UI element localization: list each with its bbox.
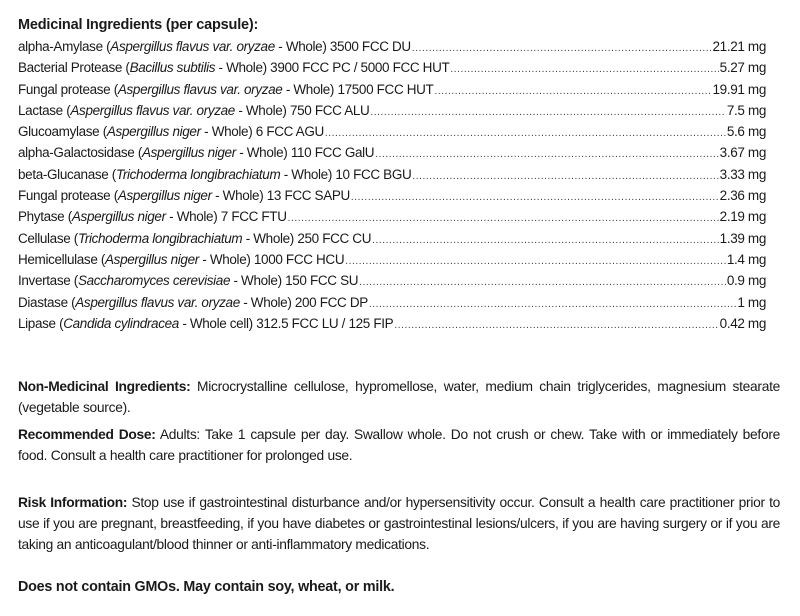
ingredient-name: Lactase (Aspergillus flavus var. oryzae - Whole) 750 FCC ALU <box>18 102 370 118</box>
ingredient-source-latin: Aspergillus flavus var. oryzae <box>110 39 275 54</box>
ingredient-source-latin: Aspergillus niger <box>117 188 212 204</box>
ingredient-source-latin: Aspergillus niger <box>71 209 166 225</box>
medicinal-ingredients-heading: Medicinal Ingredients (per capsule): <box>18 17 259 33</box>
ingredient-row <box>18 206 766 227</box>
ingredient-amount: 3.67 mg <box>719 145 766 161</box>
risk-information-text: Stop use if gastrointestinal disturbance and/or hypersensitivity occur. Consult a health care practitioner prior to use if you are pregnant, breastfeeding, if you have diabetes or gastrointestinal lesions/ulcers, if you are having surgery or if you are taking an anticoagulant/blood thinner or anti-inflammatory medications. <box>18 495 780 552</box>
ingredient-source-latin: Aspergillus niger <box>106 124 201 140</box>
ingredient-amount: 2.36 mg <box>719 188 766 204</box>
dot-leader <box>412 166 718 187</box>
ingredient-row <box>18 228 766 249</box>
dot-leader <box>359 272 726 293</box>
ingredient-amount: 3.33 mg <box>719 166 766 182</box>
ingredient-source-latin: Saccharomyces cerevisiae <box>77 273 231 289</box>
medicinal-ingredients-section <box>18 14 766 334</box>
ingredient-source-latin: Aspergillus flavus var. oryzae <box>117 81 283 97</box>
ingredient-source-latin: Bacillus subtilis <box>129 60 216 76</box>
ingredient-name: beta-Glucanase (Trichoderma longibrachiatum - Whole) 10 FCC BGU <box>18 166 412 182</box>
recommended-dose <box>18 424 780 466</box>
ingredient-list <box>18 36 766 334</box>
ingredient-row <box>18 57 766 78</box>
ingredient-amount: 1.39 mg <box>719 230 766 246</box>
ingredient-row <box>18 270 766 291</box>
ingredient-source-latin: Trichoderma longibrachiatum <box>77 230 243 246</box>
ingredient-name: alpha-Amylase (Aspergillus flavus var. oryzae - Whole) 3500 FCC DU <box>18 39 411 54</box>
ingredient-amount: 0.42 mg <box>719 315 766 331</box>
ingredient-name: Diastase (Aspergillus flavus var. oryzae - Whole) 200 FCC DP <box>18 294 368 310</box>
dot-leader <box>412 38 712 59</box>
non-medicinal-label: Non-Medicinal Ingredients: <box>18 379 191 394</box>
ingredient-amount: 2.19 mg <box>719 209 766 225</box>
ingredient-source-latin: Aspergillus flavus var. oryzae <box>70 102 235 118</box>
dot-leader <box>369 294 736 315</box>
ingredient-row <box>18 249 766 270</box>
ingredient-name: Fungal protease (Aspergillus flavus var. oryzae - Whole) 17500 FCC HUT <box>18 81 434 97</box>
ingredient-amount: 0.9 mg <box>726 273 766 289</box>
dot-leader <box>372 230 719 251</box>
ingredient-source-latin: Trichoderma longibrachiatum <box>115 166 281 182</box>
dot-leader <box>345 251 726 272</box>
ingredient-amount: 21.21 mg <box>712 39 766 54</box>
ingredient-name: alpha-Galactosidase (Aspergillus niger - Whole) 110 FCC GalU <box>18 145 375 161</box>
ingredient-row <box>18 121 766 142</box>
ingredient-source-latin: Aspergillus niger <box>141 145 236 161</box>
ingredient-amount: 1 mg <box>737 294 766 310</box>
dot-leader <box>450 59 718 80</box>
ingredient-row <box>18 142 766 163</box>
ingredient-amount: 5.6 mg <box>726 124 766 140</box>
dot-leader <box>370 102 725 123</box>
dot-leader <box>434 81 711 102</box>
dot-leader <box>394 315 718 336</box>
recommended-dose-label: Recommended Dose: <box>18 427 156 442</box>
risk-information-label: Risk Information: <box>18 495 128 510</box>
ingredient-name: Lipase (Candida cylindracea - Whole cell) 312.5 FCC LU / 125 FIP <box>18 315 394 331</box>
dot-leader <box>375 144 718 165</box>
ingredient-row <box>18 292 766 313</box>
allergen-gmo-statement: Does not contain GMOs. May contain soy, wheat, or milk. <box>18 579 395 595</box>
ingredient-name: Hemicellulase (Aspergillus niger - Whole) 1000 FCC HCU <box>18 251 345 267</box>
ingredient-name: Bacterial Protease (Bacillus subtilis - Whole) 3900 FCC PC / 5000 FCC HUT <box>18 60 450 76</box>
ingredient-amount: 7.5 mg <box>726 102 766 118</box>
ingredient-source-latin: Candida cylindracea <box>63 315 179 331</box>
non-medicinal-ingredients <box>18 376 780 418</box>
dot-leader <box>325 123 726 144</box>
ingredient-name: Phytase (Aspergillus niger - Whole) 7 FCC FTU <box>18 209 287 225</box>
ingredient-row <box>18 100 766 121</box>
ingredient-row <box>18 185 766 206</box>
non-medicinal-text: Microcrystalline cellulose, hypromellose, water, medium chain triglycerides, magnesium stearate (vegetable source). <box>18 379 780 415</box>
dot-leader <box>351 187 719 208</box>
ingredient-name: Cellulase (Trichoderma longibrachiatum - Whole) 250 FCC CU <box>18 230 372 246</box>
ingredient-amount: 5.27 mg <box>719 60 766 76</box>
ingredient-source-latin: Aspergillus niger <box>105 251 199 267</box>
ingredient-name: Glucoamylase (Aspergillus niger - Whole) 6 FCC AGU <box>18 124 324 140</box>
ingredient-amount: 1.4 mg <box>726 251 766 267</box>
ingredient-name: Fungal protease (Aspergillus niger - Whole) 13 FCC SAPU <box>18 188 350 204</box>
ingredient-name: Invertase (Saccharomyces cerevisiae - Whole) 150 FCC SU <box>18 273 359 289</box>
ingredient-row <box>18 36 766 57</box>
ingredient-source-latin: Aspergillus flavus var. oryzae <box>75 294 240 310</box>
ingredient-row <box>18 164 766 185</box>
ingredient-row <box>18 79 766 100</box>
ingredient-amount: 19.91 mg <box>712 81 766 97</box>
dot-leader <box>288 208 719 229</box>
risk-information <box>18 492 780 555</box>
ingredient-row <box>18 313 766 334</box>
recommended-dose-text: Adults: Take 1 capsule per day. Swallow whole. Do not crush or chew. Take with or immediately before food. Consult a health care practitioner for prolonged use. <box>18 427 781 463</box>
